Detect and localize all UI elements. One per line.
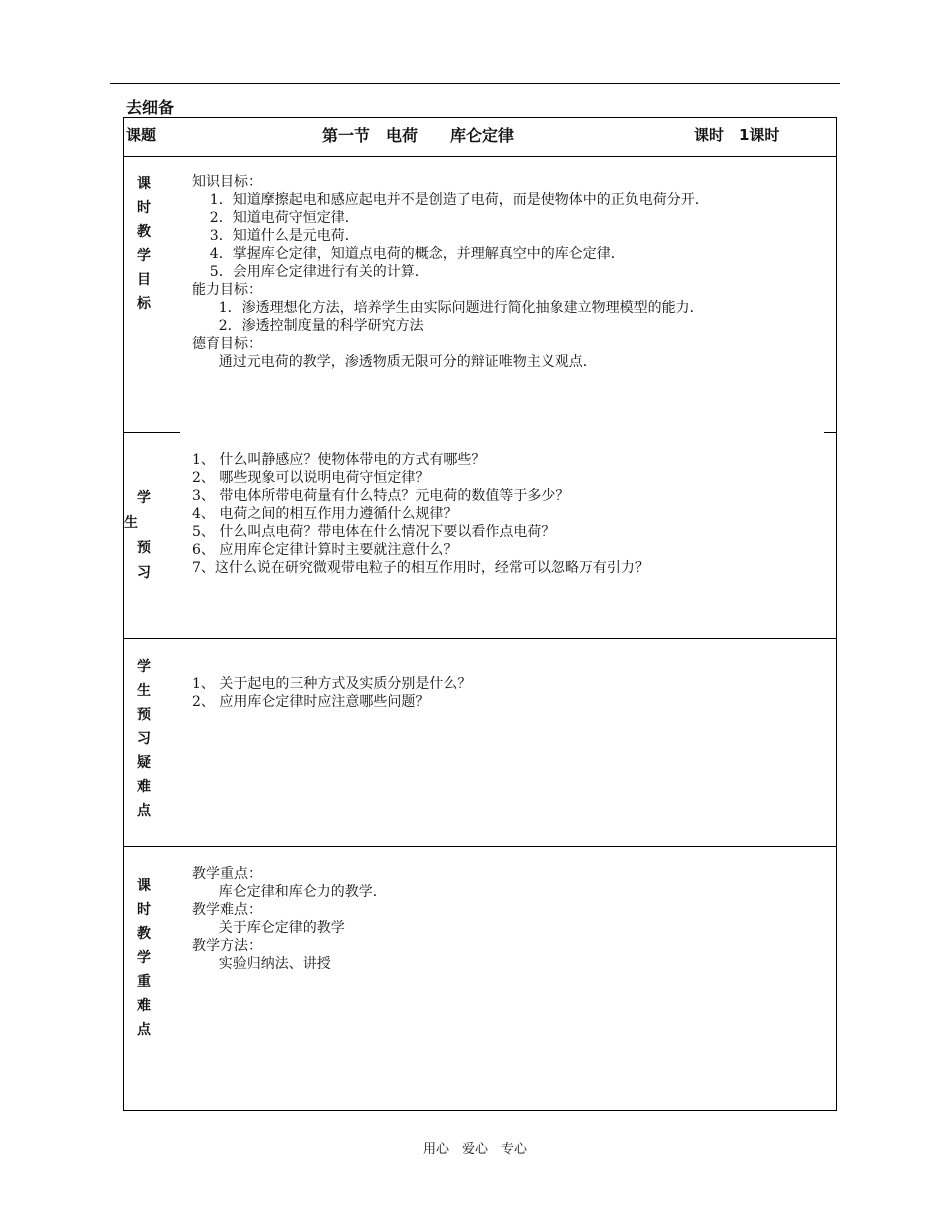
section-label-preview bbox=[124, 486, 164, 586]
doc-header: 去细备 bbox=[126, 98, 175, 117]
lesson-plan-table bbox=[123, 117, 837, 1111]
row-divider-partial-right bbox=[824, 432, 836, 433]
row-divider bbox=[124, 156, 836, 157]
title-row bbox=[124, 118, 836, 156]
row-divider bbox=[124, 638, 836, 639]
lesson-hours: 课时 1课时 bbox=[694, 126, 780, 144]
section-label-text bbox=[134, 172, 154, 316]
content-line: 7、这什么说在研究微观带电粒子的相互作用时，经常可以忽略万有引力？ bbox=[192, 560, 649, 576]
section-label-char: 难 bbox=[137, 998, 151, 1014]
section-label-text bbox=[134, 655, 154, 823]
section-label-char: 预 bbox=[137, 540, 151, 556]
content-line: 关于库仑定律的教学 bbox=[192, 920, 345, 936]
content-line: 能力目标： bbox=[192, 282, 262, 298]
content-line: 教学方法： bbox=[192, 938, 262, 954]
section-label-char: 课 bbox=[137, 176, 151, 192]
content-line: 1、 什么叫静感应？使物体带电的方式有哪些？ bbox=[192, 452, 486, 468]
section-label-char: 教 bbox=[137, 926, 151, 942]
content-line: 3．知道什么是元电荷． bbox=[192, 228, 359, 244]
section-label-char: 学 bbox=[137, 490, 151, 506]
section-label-char: 标 bbox=[137, 296, 151, 312]
content-line: 2、 应用库仑定律时应注意哪些问题？ bbox=[192, 694, 430, 710]
topic-label: 课题 bbox=[126, 126, 157, 144]
content-line: 1、 关于起电的三种方式及实质分别是什么？ bbox=[192, 676, 472, 692]
keypoints-content bbox=[192, 865, 387, 973]
content-line: 2．渗透控制度量的科学研究方法 bbox=[192, 318, 424, 334]
section-label-char: 学 bbox=[137, 659, 151, 675]
header-rule bbox=[110, 83, 840, 84]
section-label-char: 难 bbox=[137, 779, 151, 795]
content-line: 库仑定律和库仑力的教学． bbox=[192, 884, 387, 900]
section-label-char: 学 bbox=[137, 248, 151, 264]
section-label-char: 生 bbox=[124, 515, 138, 531]
section-label-char: 预 bbox=[137, 707, 151, 723]
content-line: 5、 什么叫点电荷？带电体在什么情况下要以看作点电荷？ bbox=[192, 524, 556, 540]
section-label-objectives bbox=[134, 172, 154, 316]
page-footer: 用心 爱心 专心 bbox=[422, 1142, 527, 1157]
section-label-char: 目 bbox=[137, 272, 151, 288]
section-label-char: 课 bbox=[137, 878, 151, 894]
objectives-content bbox=[192, 173, 709, 371]
preview-content bbox=[192, 451, 649, 577]
content-line: 2．知道电荷守恒定律． bbox=[192, 210, 359, 226]
section-label-char: 习 bbox=[137, 565, 151, 581]
section-label-char: 点 bbox=[137, 803, 151, 819]
section-label-char: 重 bbox=[137, 974, 151, 990]
section-label-char: 学 bbox=[137, 950, 151, 966]
section-label-keypoints bbox=[134, 874, 154, 1042]
section-label-char: 生 bbox=[137, 683, 151, 699]
content-line: 教学难点： bbox=[192, 902, 262, 918]
content-line: 知识目标： bbox=[192, 174, 262, 190]
content-line: 通过元电荷的教学，渗透物质无限可分的辩证唯物主义观点． bbox=[192, 354, 597, 370]
section-label-char: 时 bbox=[137, 902, 151, 918]
content-line: 教学重点： bbox=[192, 866, 262, 882]
lesson-title: 第一节 电荷 库仑定律 bbox=[322, 126, 515, 145]
content-line: 6、 应用库仑定律计算时主要就注意什么？ bbox=[192, 542, 458, 558]
section-label-char: 时 bbox=[137, 200, 151, 216]
content-line: 德育目标： bbox=[192, 336, 262, 352]
section-label-difficulties bbox=[134, 655, 154, 823]
section-label-text bbox=[124, 486, 164, 586]
section-label-char: 习 bbox=[137, 731, 151, 747]
content-line: 5．会用库仑定律进行有关的计算． bbox=[192, 264, 429, 280]
content-line: 1．渗透理想化方法，培养学生由实际问题进行简化抽象建立物理模型的能力． bbox=[192, 300, 704, 316]
row-divider bbox=[124, 846, 836, 847]
content-line: 2、 哪些现象可以说明电荷守恒定律？ bbox=[192, 470, 430, 486]
section-label-char: 点 bbox=[137, 1022, 151, 1038]
content-line: 实验归纳法、讲授 bbox=[192, 956, 331, 972]
content-line: 3、 带电体所带电荷量有什么特点？元电荷的数值等于多少？ bbox=[192, 488, 570, 504]
difficulties-content bbox=[192, 675, 471, 711]
section-label-text bbox=[134, 874, 154, 1042]
section-label-char: 疑 bbox=[137, 755, 151, 771]
content-line: 1．知道摩擦起电和感应起电并不是创造了电荷，而是使物体中的正负电荷分开． bbox=[192, 192, 709, 208]
content-line: 4、 电荷之间的相互作用力遵循什么规律？ bbox=[192, 506, 458, 522]
row-divider-partial-left bbox=[124, 432, 180, 433]
content-line: 4．掌握库仑定律，知道点电荷的概念，并理解真空中的库仑定律． bbox=[192, 246, 625, 262]
section-label-char: 教 bbox=[137, 224, 151, 240]
